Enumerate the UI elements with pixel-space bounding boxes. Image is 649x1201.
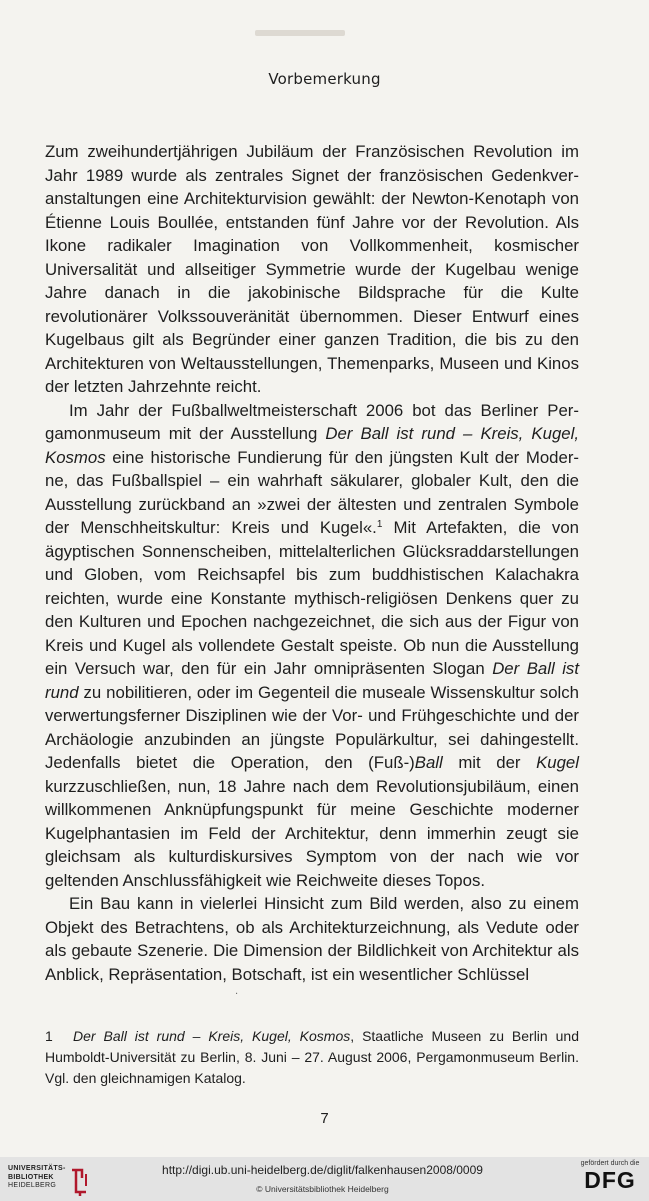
text-run: , Staatliche Museen zu Berlin und Humboldt-Universität zu Berlin, 8. Juni – 27. August 2006, Pergamonmuseum Berlin. Vgl. den gleichnamigen Katalog. <box>45 1028 579 1086</box>
digitization-footer <box>0 1157 649 1201</box>
text-run: mit der <box>442 753 537 772</box>
paragraph <box>45 892 579 986</box>
page-heading: Vorbemerkung <box>268 70 381 88</box>
text-run: zu nobilitieren, oder im Gegenteil die museale Wissenskultur solch verwertungsferner Disziplinen wie der Vor- und Frühgeschichte und der Archäologie anzubinden an jüngste Populärkultur, sei dahingestellt. Jedenfalls bietet die Operation, den (Fuß-) <box>45 682 579 772</box>
text-run: Ein Bau kann in vielerlei Hinsicht zum Bild werden, also zu einem Objekt des Betrachtens, ob als Architekturzeichnung, als Vedute oder als gebaute Szenerie. Die Dimension der Bildlichkeit von Architektur als Anblick, Repräsentation, Botschaft, ist ein wesentlicher Schlüssel <box>45 894 579 984</box>
footnote-text <box>45 1028 579 1086</box>
text-run: Im Jahr der Fußballweltmeisterschaft 2006 bot das Berliner Pergamonmuseum mit der Ausstellung <box>45 400 579 443</box>
paragraph <box>45 399 579 893</box>
bleed-through-mark <box>255 30 345 36</box>
italic-title: Kugel <box>536 753 579 772</box>
footnote <box>45 1026 579 1089</box>
permalink-url[interactable]: http://digi.ub.uni-heidelberg.de/diglit/falkenhausen2008/0009 <box>162 1163 483 1177</box>
library-name-line2: BIBLIOTHEK <box>8 1173 54 1181</box>
library-name-line1: UNIVERSITÄTS- <box>8 1165 66 1172</box>
copyright-notice: © Universitätsbibliothek Heidelberg <box>256 1184 389 1194</box>
text-run: Mit Artefakten, die von ägyptischen Sonnenscheiben, mittelalterlichen Glücksraddarstellungen und Globen, vom Reichsapfel bis zum buddhistischen Kalachakra reichten, wurde eine Konstante mythisch-religiösen Denkens quer zu den Kulturen und Epochen nachgezeichnet, die sich aus der Figur von Kreis und Kugel als vollendete Gestalt speiste. Ob nun die Ausstellung ein Versuch war, den für ein Jahr omnipräsenten Slogan <box>45 518 579 678</box>
dfg-tagline: gefördert durch die <box>580 1160 640 1167</box>
text-run: kurzzuschließen, nun, 18 Jahre nach dem Revolutionsjubiläum, einen willkommenen Anknüpfungspunkt für meine Geschichte moderner Kugelphantasien im Feld der Architektur, denn immerhin zeugt sie gleichsam als kulturdiskursives Symptom von der nach wie vor geltenden Anschlussfähigkeit wie Reichweite dieses Topos. <box>45 776 579 890</box>
footnote-reference: 1 <box>376 519 383 530</box>
italic-title: Der Ball ist rund <box>45 659 579 702</box>
text-run: Zum zweihundertjährigen Jubiläum der Französischen Revolution im Jahr 1989 wurde als zentrales Signet der französischen Gedenkveranstaltungen eine Architekturvision gewählt: der Newton-Kenotaph von Étienne Louis Boullée, entstanden fünf Jahre vor der Revolution. Als Ikone radikaler Imagination von Vollkommenheit, kosmischer Universalität und allseitiger Symmetrie wurde der Kugelbau wenige Jahre danach in die jakobinische Bildsprache für die Kulte revolutionärer Volkssouveränität übernommen. Dieser Entwurf eines Kugelbaus gilt als Begründer einer ganzen Tradition, die bis zu den Architekturen von Weltausstellungen, Themenparks, Museen und Kinos der letzten Jahrzehnte reicht. <box>45 142 579 396</box>
italic-title: Ball <box>414 753 443 772</box>
paragraph <box>45 140 579 399</box>
footnote-number: 1 <box>45 1028 53 1044</box>
page-number: 7 <box>320 1110 329 1127</box>
body-text <box>45 140 579 986</box>
separator-dot: · <box>235 989 239 1000</box>
text-run: eine historische Fundierung für den jüngsten Kult der Moderne, das Fußballspiel – ein wahrhaft säkularer, globaler Kult, den die Ausstellung zurückband an »zwei der ältesten und zentralen Symbole der Menschheitskultur: Kreis und Kugel«. <box>45 447 579 537</box>
ub-emblem-icon <box>68 1166 94 1196</box>
ub-heidelberg-logo[interactable] <box>8 1165 98 1197</box>
dfg-wordmark: DFG <box>584 1167 636 1193</box>
library-name-line3: HEIDELBERG <box>8 1182 57 1189</box>
dfg-logo[interactable] <box>575 1160 645 1200</box>
italic-title: Der Ball ist rund – Kreis, Kugel, Kosmos <box>45 424 579 467</box>
italic-title: Der Ball ist rund – Kreis, Kugel, Kosmos <box>73 1028 351 1044</box>
